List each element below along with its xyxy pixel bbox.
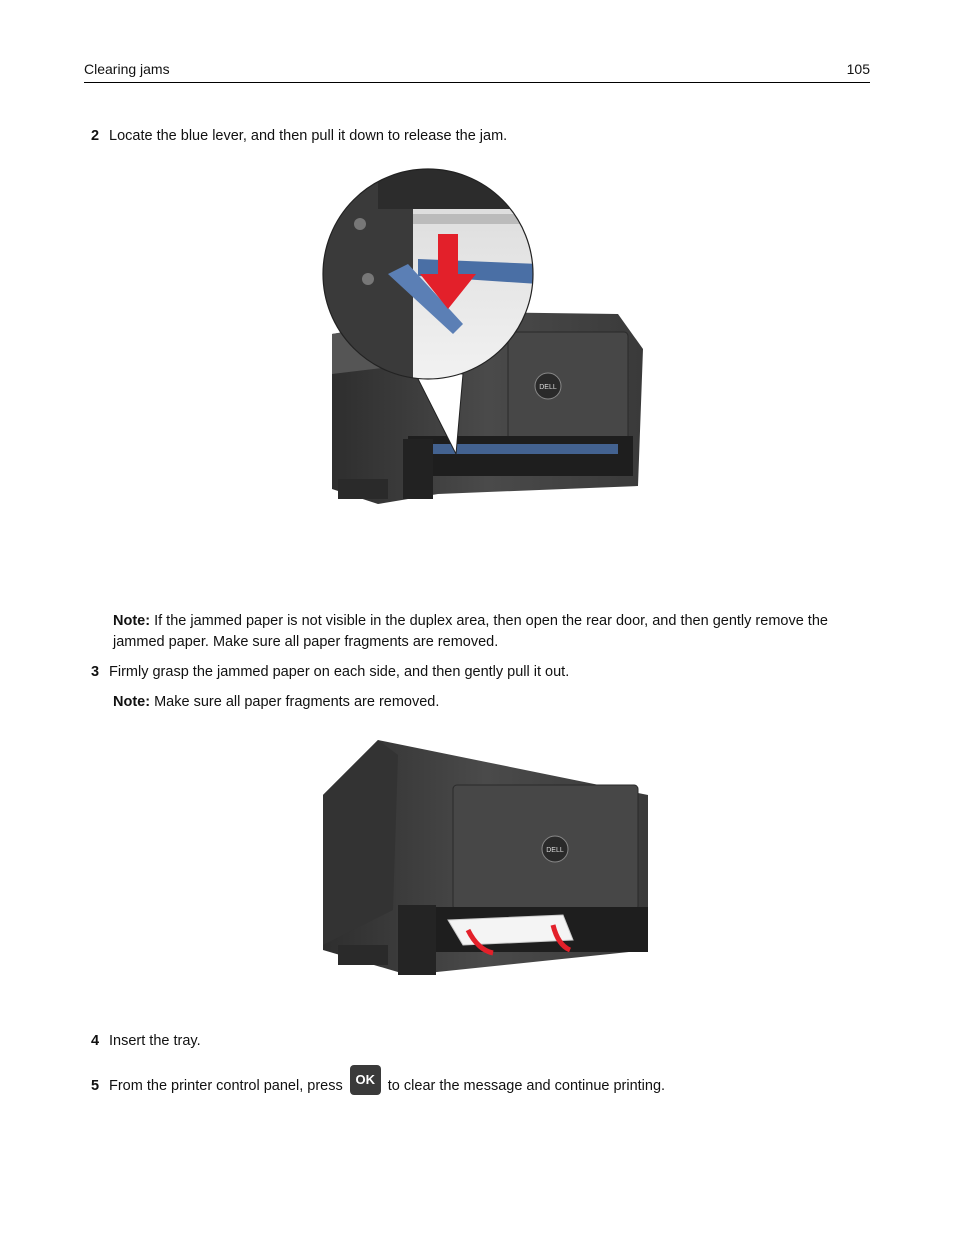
- note-duplex: [113, 611, 873, 652]
- step-text: Insert the tray.: [109, 1033, 201, 1049]
- printer-lever-illustration: [318, 164, 648, 514]
- step-text-before: From the printer control panel, press: [109, 1077, 343, 1094]
- step-number: 4: [91, 1033, 100, 1049]
- step-text: Firmly grasp the jammed paper on each side, and then gently pull it out.: [109, 664, 570, 680]
- step-number: 5: [91, 1077, 100, 1094]
- step-5: [91, 1072, 666, 1097]
- step-2: [91, 126, 507, 146]
- note-text: Make sure all paper fragments are removed.: [154, 694, 440, 710]
- step-4: [91, 1031, 201, 1051]
- step-number: 3: [91, 664, 100, 680]
- note-text: If the jammed paper is not visible in the duplex area, then open the rear door, and then gently remove the jammed paper. Make sure all paper fragments are removed.: [113, 613, 828, 650]
- note-label: Note:: [113, 694, 151, 710]
- step-text-after: to clear the message and continue printing.: [387, 1077, 666, 1094]
- step-number: 2: [91, 128, 100, 144]
- step-text: Locate the blue lever, and then pull it down to release the jam.: [109, 128, 508, 144]
- step-3: [91, 662, 569, 682]
- note-label: Note:: [113, 613, 151, 629]
- section-title: Clearing jams: [84, 61, 170, 77]
- svg-text:DELL: DELL: [539, 384, 557, 391]
- note-fragments: [113, 692, 873, 713]
- ok-button-icon: OK: [350, 1065, 381, 1095]
- page-header: [84, 60, 870, 83]
- printer-paper-removal-illustration: [318, 735, 658, 1015]
- svg-text:DELL: DELL: [546, 847, 564, 854]
- page-number: 105: [846, 61, 870, 77]
